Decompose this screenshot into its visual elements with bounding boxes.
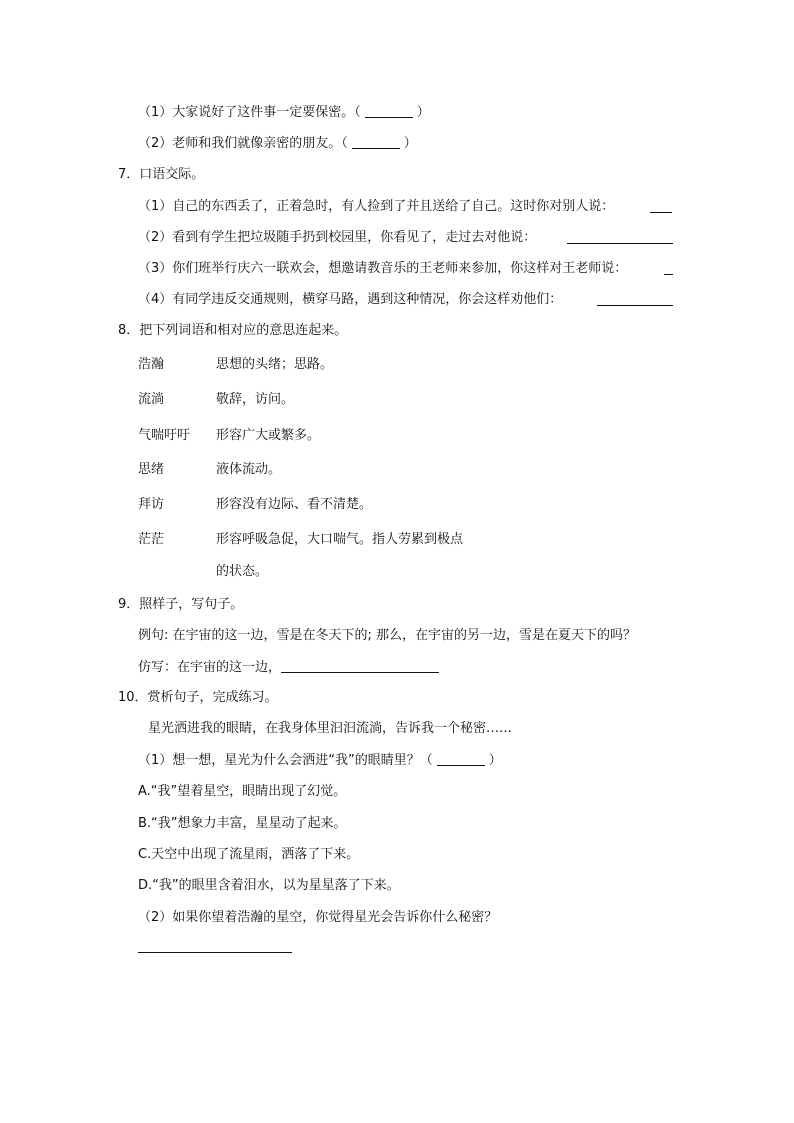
match-meaning[interactable]: 液体流动。 [216, 462, 282, 477]
match-meaning-continued: 的状态。 [216, 564, 269, 579]
item-close: ） [488, 753, 502, 768]
answer-line[interactable] [664, 274, 673, 275]
answer-line[interactable] [138, 952, 292, 953]
match-word[interactable]: 气喘吁吁 [138, 428, 191, 443]
answer-blank[interactable] [365, 103, 413, 118]
question-item [138, 229, 536, 247]
question-item [138, 751, 502, 770]
question-7-title: 7．口语交际。 [118, 167, 205, 182]
question-item [138, 260, 627, 278]
option-c[interactable]: C.天空中出现了流星雨，洒落了下来。 [138, 847, 360, 862]
match-meaning[interactable]: 形容没有边际、看不清楚。 [216, 497, 373, 512]
match-word[interactable]: 流淌 [138, 392, 165, 407]
match-meaning[interactable]: 形容呼吸急促，大口喘气。指人劳累到极点 [216, 532, 464, 547]
match-word[interactable]: 浩瀚 [138, 357, 165, 372]
question-item [138, 134, 417, 153]
match-word[interactable]: 思绪 [138, 462, 165, 477]
item-text: （3）你们班举行庆六一联欢会，想邀请教音乐的王老师来参加，你这样对王老师说： [138, 261, 628, 276]
question-item [138, 909, 497, 927]
item-text: （1）自己的东西丢了，正着急时，有人捡到了并且送给了自己。这时你对别人说： [138, 199, 615, 214]
example-sentence: 例句: 在宇宙的这一边，雪是在冬天下的; 那么，在宇宙的另一边，雪是在夏天下的吗？ [138, 628, 637, 643]
answer-line[interactable] [650, 212, 672, 213]
answer-blank[interactable] [437, 751, 485, 766]
question-item [138, 103, 430, 122]
imitation-line [138, 658, 439, 677]
item-close: ） [403, 136, 417, 151]
match-meaning[interactable]: 形容广大或繁多。 [216, 428, 321, 443]
question-item [138, 291, 562, 309]
question-item [138, 198, 614, 216]
question-10-title: 10．赏析句子，完成练习。 [118, 690, 278, 705]
passage-text: 星光洒进我的眼睛，在我身体里汩汩流淌，告诉我一个秘密…… [148, 721, 513, 736]
answer-blank[interactable] [352, 134, 400, 149]
option-d[interactable]: D.“我”的眼里含着泪水，以为星星落了下来。 [138, 878, 400, 893]
imitation-prompt: 仿写：在宇宙的这一边， [138, 660, 282, 675]
answer-line[interactable] [597, 305, 673, 306]
match-meaning[interactable]: 敬辞，访问。 [216, 392, 295, 407]
match-word[interactable]: 拜访 [138, 497, 165, 512]
question-8-title: 8．把下列词语和相对应的意思连起来。 [118, 323, 348, 338]
item-text: （2）看到有学生把垃圾随手扔到校园里，你看见了，走过去对他说： [138, 230, 537, 245]
match-word[interactable]: 茫茫 [138, 532, 165, 547]
item-close: ） [416, 105, 430, 120]
question-9-title: 9．照样子，写句子。 [118, 597, 244, 612]
item-text: （4）有同学违反交通规则，横穿马路，遇到这种情况，你会这样劝他们： [138, 292, 563, 307]
option-b[interactable]: B.“我”想象力丰富，星星动了起来。 [138, 816, 347, 831]
item-text: （1）想一想，星光为什么会洒进“我”的眼睛里？（ [138, 753, 433, 768]
option-a[interactable]: A.“我”望着星空，眼睛出现了幻觉。 [138, 784, 347, 799]
item-text: （2）如果你望着浩瀚的星空，你觉得星光会告诉你什么秘密？ [138, 910, 498, 925]
answer-line[interactable] [567, 243, 673, 244]
answer-blank[interactable] [281, 658, 439, 673]
item-text: （2）老师和我们就像亲密的朋友。（ [138, 136, 348, 151]
match-meaning[interactable]: 思想的头绪；思路。 [216, 357, 334, 372]
item-text: （1）大家说好了这件事一定要保密。（ [138, 105, 361, 120]
